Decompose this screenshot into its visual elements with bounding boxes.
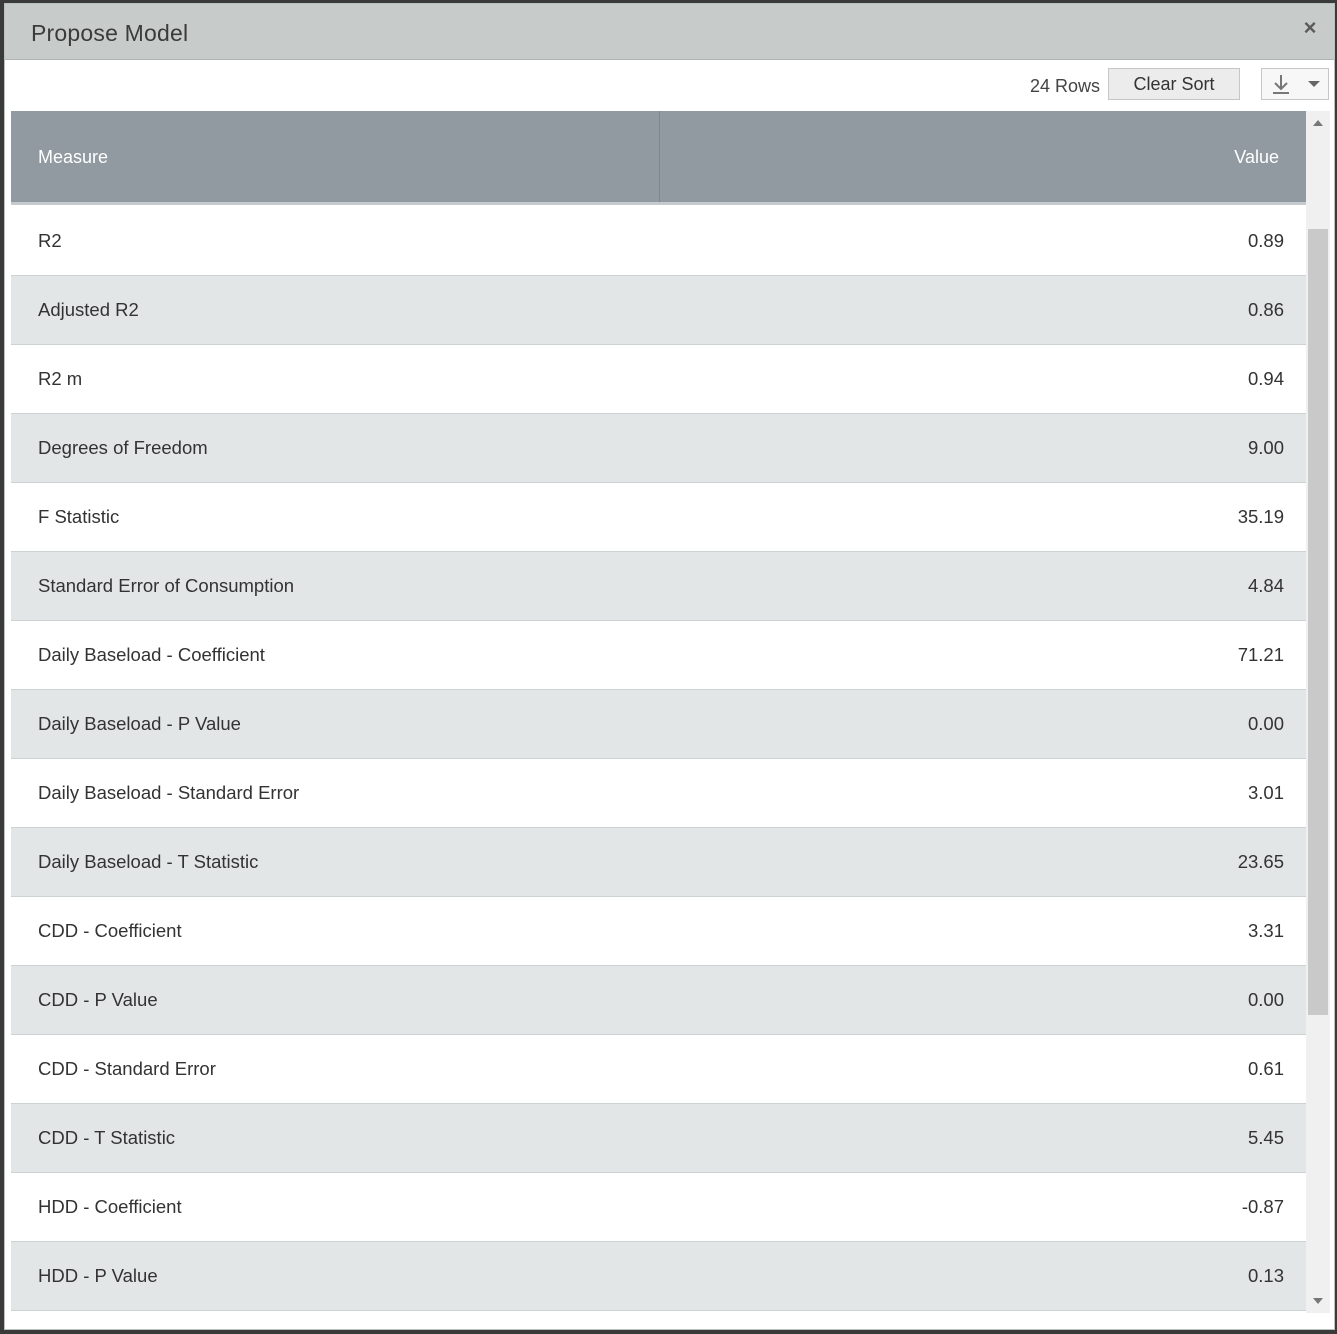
value-cell: 5.45 — [1247, 1127, 1284, 1148]
value-cell: 0.61 — [1247, 1058, 1284, 1079]
measure-cell: Daily Baseload - Standard Error — [38, 782, 300, 803]
value-cell: 35.19 — [1237, 506, 1284, 527]
value-cell: 71.21 — [1237, 644, 1284, 665]
propose-model-dialog — [4, 3, 1335, 1330]
value-cell: 0.00 — [1247, 713, 1284, 734]
measure-cell: HDD - P Value — [38, 1265, 158, 1286]
value-cell: 23.65 — [1237, 851, 1284, 872]
measure-cell: CDD - T Statistic — [38, 1127, 176, 1148]
column-header-measure[interactable] — [11, 111, 660, 202]
table-row[interactable] — [11, 1173, 1306, 1242]
table-row[interactable] — [11, 345, 1306, 414]
grid-toolbar — [5, 60, 1334, 112]
table-row[interactable] — [11, 552, 1306, 621]
measure-cell: Daily Baseload - T Statistic — [38, 851, 259, 872]
value-cell: 3.31 — [1247, 920, 1284, 941]
table-row[interactable] — [11, 1104, 1306, 1173]
dialog-title: Propose Model — [31, 20, 189, 46]
table-row[interactable] — [11, 966, 1306, 1035]
value-cell: -0.87 — [1241, 1196, 1284, 1217]
table-row[interactable] — [11, 828, 1306, 897]
table-row[interactable] — [11, 759, 1306, 828]
clear-sort-button[interactable]: Clear Sort — [1108, 68, 1240, 100]
measure-cell: Daily Baseload - P Value — [38, 713, 241, 734]
column-header-label: Measure — [38, 147, 109, 167]
table-row[interactable] — [11, 1242, 1306, 1311]
value-cell: 0.13 — [1247, 1265, 1284, 1286]
table-row[interactable] — [11, 690, 1306, 759]
table-row[interactable] — [11, 414, 1306, 483]
vertical-scrollbar[interactable] — [1306, 111, 1330, 1313]
value-cell: 0.94 — [1247, 368, 1284, 389]
measure-cell: Standard Error of Consumption — [38, 575, 295, 596]
measure-cell: R2 — [38, 230, 62, 251]
download-button-group — [1261, 68, 1329, 100]
table-row[interactable] — [11, 897, 1306, 966]
measure-cell: Degrees of Freedom — [38, 437, 208, 458]
rows-count: 24 Rows — [1029, 76, 1100, 96]
scroll-down-icon[interactable] — [1306, 1289, 1330, 1313]
measure-cell: CDD - Coefficient — [38, 920, 182, 941]
measure-cell: Daily Baseload - Coefficient — [38, 644, 265, 665]
value-cell: 4.84 — [1247, 575, 1284, 596]
value-cell: 9.00 — [1247, 437, 1284, 458]
value-cell: 0.86 — [1247, 299, 1284, 320]
column-header-value[interactable] — [660, 111, 1306, 202]
measure-cell: R2 m — [38, 368, 83, 389]
scroll-up-icon[interactable] — [1306, 111, 1330, 135]
value-cell: 3.01 — [1247, 782, 1284, 803]
close-icon[interactable]: × — [1303, 15, 1317, 40]
dialog-titlebar — [5, 4, 1334, 60]
measure-cell: CDD - Standard Error — [38, 1058, 216, 1079]
caret-down-icon[interactable] — [1300, 69, 1328, 99]
grid-body — [11, 207, 1306, 1311]
grid-header — [11, 111, 1306, 205]
measure-cell: HDD - Coefficient — [38, 1196, 182, 1217]
table-row[interactable] — [11, 621, 1306, 690]
results-grid — [11, 111, 1306, 1313]
column-header-label: Value — [1234, 147, 1279, 167]
download-icon[interactable] — [1262, 69, 1300, 99]
table-row[interactable] — [11, 276, 1306, 345]
value-cell: 0.89 — [1247, 230, 1284, 251]
value-cell: 0.00 — [1247, 989, 1284, 1010]
measure-cell: CDD - P Value — [38, 989, 158, 1010]
table-row[interactable] — [11, 483, 1306, 552]
table-row[interactable] — [11, 1035, 1306, 1104]
scrollbar-thumb[interactable] — [1308, 229, 1328, 1015]
measure-cell: F Statistic — [38, 506, 120, 527]
measure-cell: Adjusted R2 — [38, 299, 139, 320]
table-row[interactable] — [11, 207, 1306, 276]
